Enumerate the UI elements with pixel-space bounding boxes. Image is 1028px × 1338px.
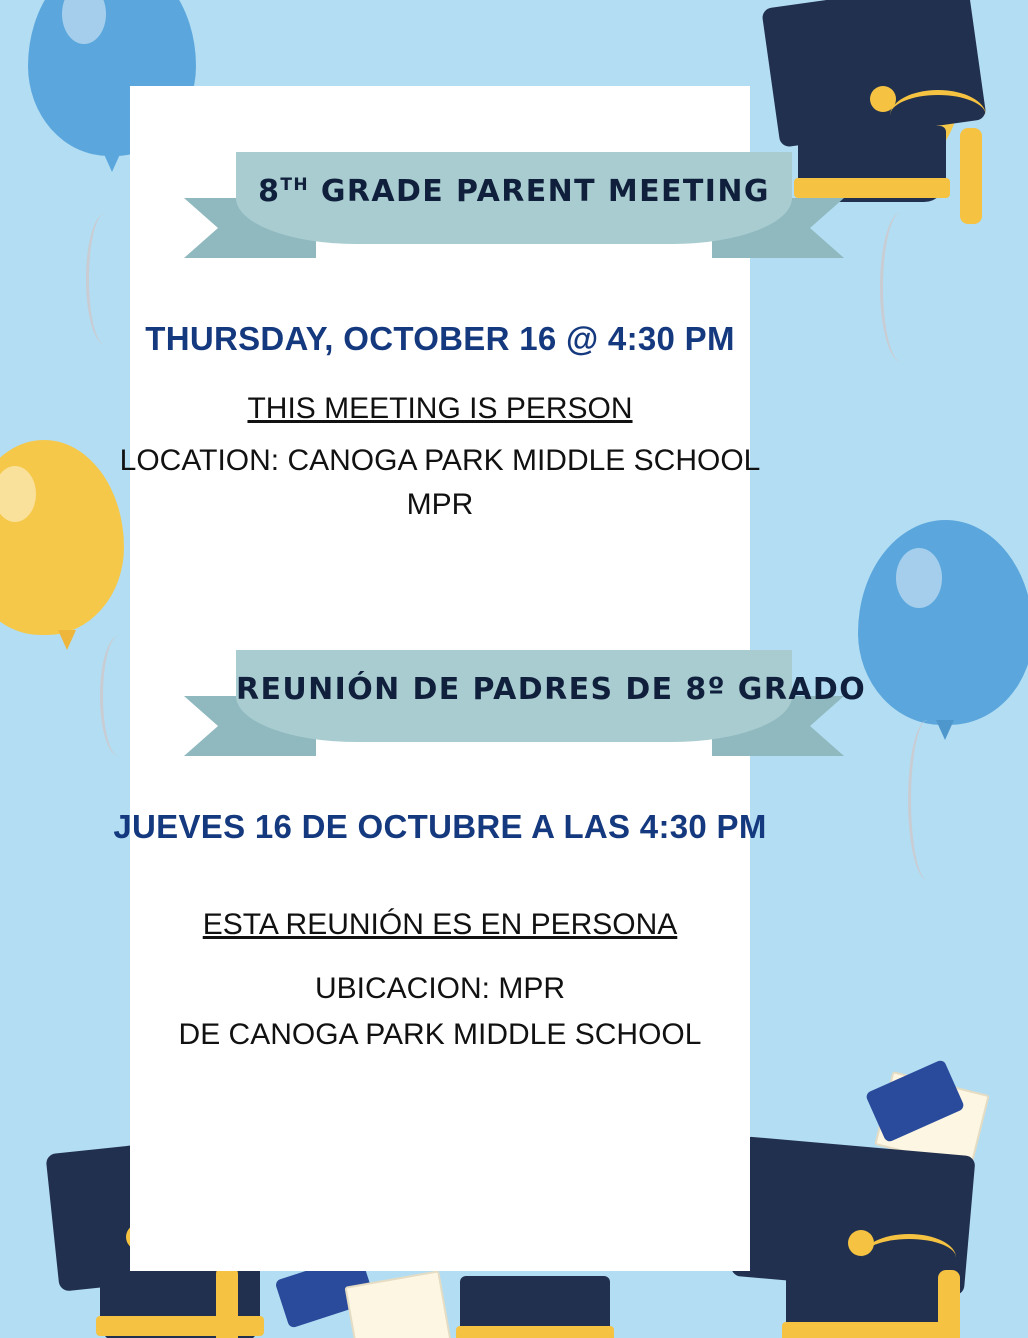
cap-tassel-icon bbox=[938, 1270, 960, 1338]
banner-english-prefix: 8 bbox=[258, 174, 281, 209]
spanish-location-line1: UBICACION: MPR bbox=[314, 972, 566, 1005]
banner-spanish bbox=[184, 650, 867, 768]
cap-tassel-icon bbox=[960, 128, 982, 224]
cap-band-icon bbox=[782, 1322, 946, 1338]
banner-body bbox=[236, 650, 867, 742]
spanish-headline: JUEVES 16 DE OCTUBRE A LAS 4:30 PM bbox=[113, 808, 767, 845]
balloon-string-mid-right bbox=[908, 720, 947, 880]
english-location-line2: MPR bbox=[406, 488, 474, 521]
balloon-knot-icon bbox=[103, 152, 121, 172]
cap-band-icon bbox=[96, 1316, 264, 1336]
banner-english-suffix: GRADE PARENT MEETING bbox=[309, 174, 770, 209]
english-headline: THURSDAY, OCTOBER 16 @ 4:30 PM bbox=[145, 320, 735, 357]
english-location-line1: LOCATION: CANOGA PARK MIDDLE SCHOOL bbox=[119, 444, 761, 477]
balloon-mid-left bbox=[0, 440, 124, 645]
banner-spanish-text: REUNIÓN DE PADRES DE 8º GRADO bbox=[236, 672, 867, 707]
spanish-location-line2: DE CANOGA PARK MIDDLE SCHOOL bbox=[178, 1018, 702, 1051]
balloon-string-top-left bbox=[86, 214, 123, 344]
banner-english-text bbox=[236, 174, 792, 209]
english-note: THIS MEETING IS PERSON bbox=[247, 392, 633, 425]
balloon-bulb-icon bbox=[858, 520, 1028, 725]
banner-body bbox=[236, 152, 792, 244]
balloon-knot-icon bbox=[58, 630, 76, 650]
spanish-note: ESTA REUNIÓN ES EN PERSONA bbox=[202, 908, 678, 941]
balloon-shine-icon bbox=[896, 548, 942, 608]
balloon-mid-right bbox=[858, 520, 1028, 735]
cap-tassel-icon bbox=[216, 1266, 238, 1338]
banner-english-superscript: TH bbox=[280, 175, 309, 195]
banner-english bbox=[184, 152, 844, 270]
cap-band-icon bbox=[456, 1326, 614, 1338]
